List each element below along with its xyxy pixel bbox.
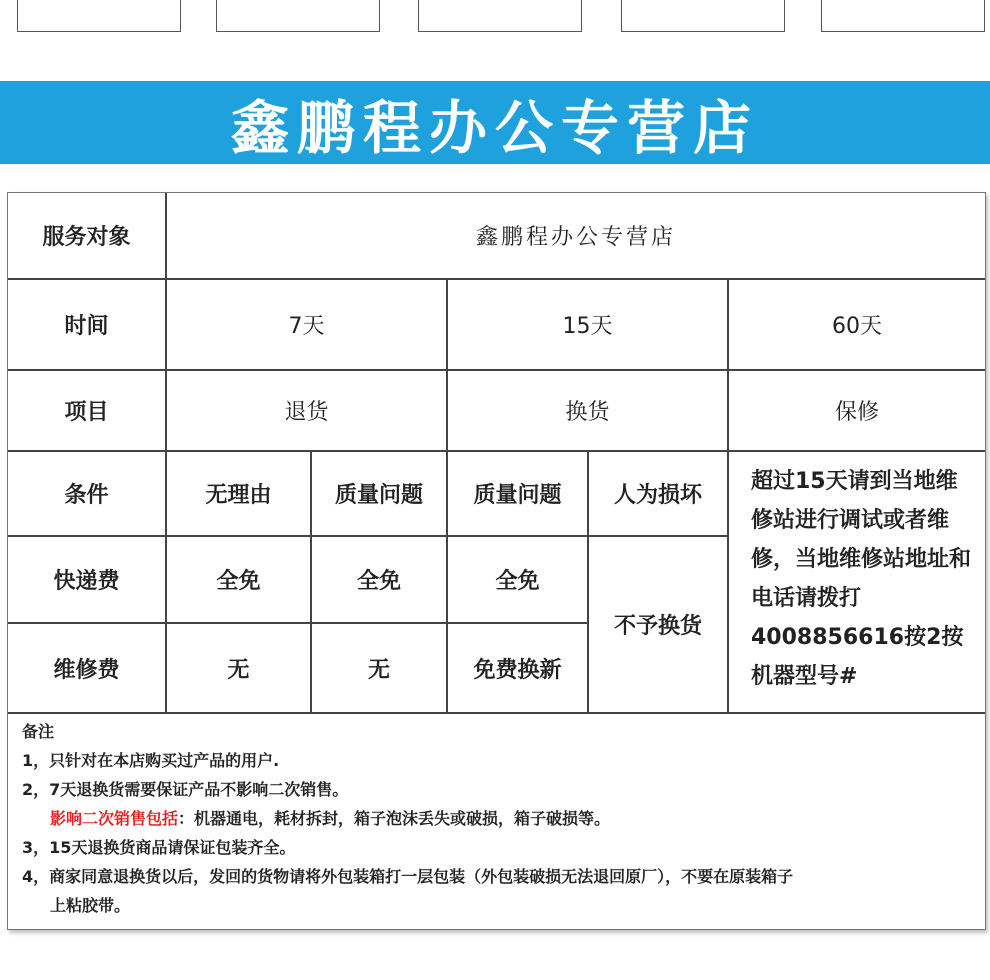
time-cell: 60天 [728, 279, 985, 370]
note-line: 上粘胶带。 [50, 896, 131, 915]
item-cell: 退货 [166, 370, 447, 451]
time-cell: 7天 [166, 279, 447, 370]
policy-table [8, 193, 985, 714]
row-label: 时间 [8, 279, 166, 370]
shipping-cell: 全免 [166, 536, 311, 623]
product-thumbnail-strip [0, 0, 990, 40]
warranty-note: 超过15天请到当地维修站进行调试或者维修，当地维修站地址和电话请拨打4008856616按2按机器型号# [751, 469, 972, 689]
note-line: 1，只针对在本店购买过产品的用户. [22, 751, 280, 770]
condition-cell: 质量问题 [311, 451, 447, 536]
note-line: 4，商家同意退换货以后，发回的货物请将外包装箱打一层包装（外包装破损无法退回原厂），不要在原装箱子 [22, 867, 794, 886]
note-line: 2，7天退换货需要保证产品不影响二次销售。 [22, 780, 349, 799]
row-label: 项目 [8, 370, 166, 451]
repair-cell: 免费换新 [447, 623, 588, 713]
condition-cell: 无理由 [166, 451, 311, 536]
no-exchange-cell: 不予换货 [588, 536, 728, 713]
product-thumbnail[interactable] [216, 0, 380, 32]
table-row [8, 370, 985, 451]
row-label: 服务对象 [8, 193, 166, 279]
table-row [8, 193, 985, 279]
note-line [22, 804, 977, 833]
store-banner-title: 鑫鹏程办公专营店 [230, 93, 759, 162]
row-label: 快递费 [8, 536, 166, 623]
repair-cell: 无 [311, 623, 447, 713]
item-cell: 换货 [447, 370, 728, 451]
table-row [8, 279, 985, 370]
warranty-note-cell [728, 451, 985, 713]
row-label: 维修费 [8, 623, 166, 713]
repair-cell: 无 [166, 623, 311, 713]
after-sales-policy-sheet [7, 192, 986, 930]
notes-section [22, 717, 977, 920]
notes-title: 备注 [22, 722, 55, 741]
note-text: ：机器通电，耗材拆封，箱子泡沫丢失或破损，箱子破损等。 [178, 809, 611, 828]
shipping-cell: 全免 [447, 536, 588, 623]
note-line: 3，15天退换货商品请保证包装齐全。 [22, 838, 296, 857]
product-thumbnail[interactable] [821, 0, 985, 32]
product-thumbnail[interactable] [17, 0, 181, 32]
row-label: 条件 [8, 451, 166, 536]
time-cell: 15天 [447, 279, 728, 370]
note-highlight: 影响二次销售包括 [50, 809, 179, 828]
store-banner [0, 81, 990, 164]
product-thumbnail[interactable] [621, 0, 785, 32]
condition-cell: 质量问题 [447, 451, 588, 536]
service-value: 鑫鹏程办公专营店 [166, 193, 985, 279]
condition-cell: 人为损坏 [588, 451, 728, 536]
shipping-cell: 全免 [311, 536, 447, 623]
item-cell: 保修 [728, 370, 985, 451]
table-row [8, 451, 985, 536]
product-thumbnail[interactable] [418, 0, 582, 32]
